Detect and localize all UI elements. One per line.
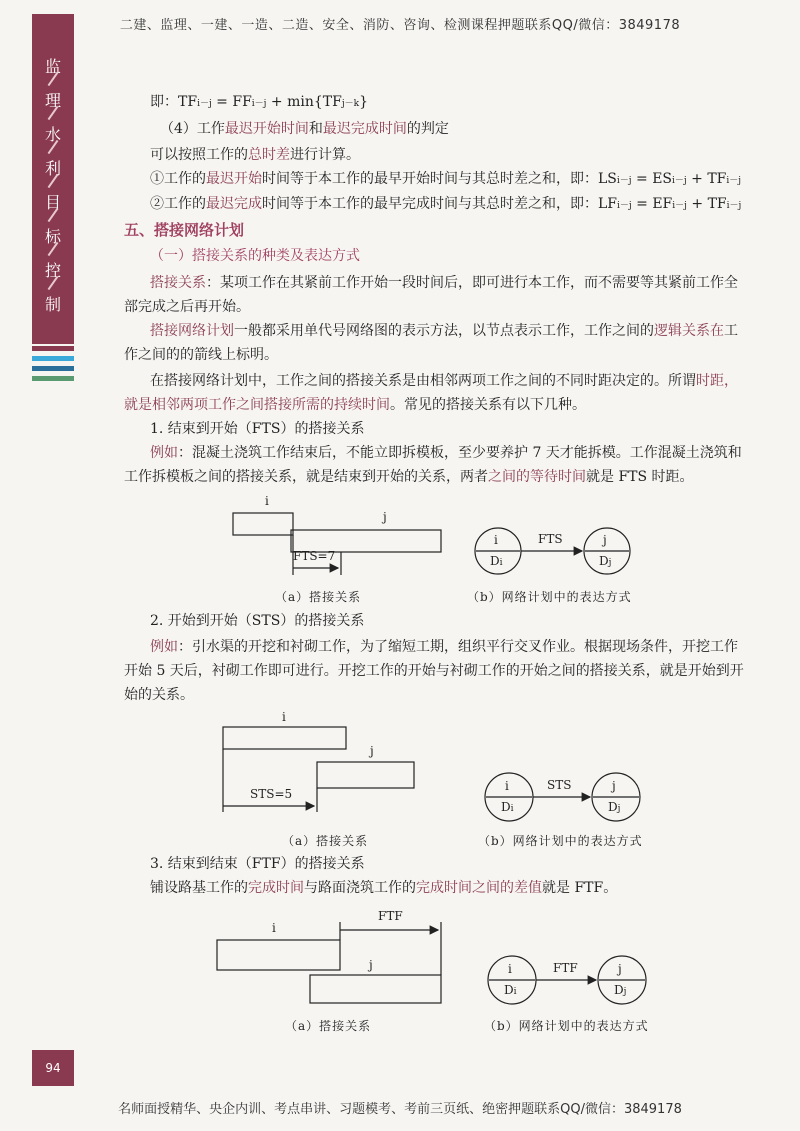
ftf-caption-a: （a）搭接关系 bbox=[285, 1019, 372, 1033]
ftf-node-j-name: j bbox=[618, 962, 622, 976]
fts-label-j: j bbox=[383, 510, 387, 524]
rule-2: ②工作的最迟完成时间等于本工作的最早完成时间与其总时差之和，即：LFi－j = EFi－j + TFi－j bbox=[150, 196, 742, 212]
sts-node-i-dur: Di bbox=[501, 800, 514, 814]
fts-node-j-dur: Dj bbox=[599, 554, 612, 568]
formula-tf: 即：TFi－j = FFi－j + min{TFj－k} bbox=[150, 94, 368, 110]
sts-title: 2. 开始到开始（STS）的搭接关系 bbox=[150, 613, 365, 629]
fts-title: 1. 结束到开始（FTS）的搭接关系 bbox=[150, 421, 365, 437]
section-5-title: 五、搭接网络计划 bbox=[124, 221, 245, 239]
subsection-1-title: （一）搭接关系的种类及表达方式 bbox=[150, 248, 360, 264]
sts-bar-j bbox=[317, 762, 414, 788]
para-total-float: 可以按照工作的总时差进行计算。 bbox=[150, 147, 360, 163]
def-lag-cont: 就是相邻两项工作之间搭接所需的持续时间。常见的搭接关系有以下几种。 bbox=[124, 397, 586, 413]
def-overlap-cont: 部完成之后再开始。 bbox=[124, 299, 250, 315]
sts-example: 例如：引水渠的开挖和衬砌工作，为了缩短工期，组织平行交叉作业。根据现场条件，开挖工作 bbox=[150, 639, 738, 655]
sidebar-char: 控 bbox=[44, 261, 61, 280]
ftf-title: 3. 结束到结束（FTF）的搭接关系 bbox=[150, 856, 365, 872]
para-4-heading: （4）工作最迟开始时间和最迟完成时间的判定 bbox=[160, 121, 449, 137]
sts-label-j: j bbox=[370, 744, 374, 758]
sts-bar-i bbox=[223, 727, 346, 749]
sts-caption-b: （b）网络计划中的表达方式 bbox=[478, 834, 643, 848]
def-network-cont: 作之间的的箭线上标明。 bbox=[124, 347, 278, 363]
sts-label-i: i bbox=[282, 710, 286, 724]
ftf-desc: 铺设路基工作的完成时间与路面浇筑工作的完成时间之间的差值就是 FTF。 bbox=[150, 880, 618, 896]
def-overlap: 搭接关系：某项工作在其紧前工作开始一段时间后，即可进行本工作，而不需要等其紧前工作全 bbox=[150, 275, 738, 291]
fts-caption-a: （a）搭接关系 bbox=[275, 590, 362, 604]
fts-example: 例如：混凝土浇筑工作结束后，不能立即拆模板，至少要养护 7 天才能拆模。工作混凝土浇筑和 bbox=[150, 445, 742, 461]
sidebar-char: 理 bbox=[44, 91, 61, 110]
ftf-bar-i bbox=[217, 940, 340, 970]
ftf-node-i-name: i bbox=[508, 962, 512, 976]
ftf-lag-label: FTF bbox=[378, 909, 403, 923]
sts-example-cont2: 始的关系。 bbox=[124, 687, 194, 703]
fts-arrow-label: FTS bbox=[538, 532, 563, 546]
page-footer: 名师面授精华、央企内训、考点串讲、习题模考、考前三页纸、绝密押题联系QQ/微信：3849178 bbox=[118, 1102, 682, 1117]
sidebar-char: 利 bbox=[44, 159, 61, 178]
fts-caption-b: （b）网络计划中的表达方式 bbox=[467, 590, 632, 604]
fts-lag-label: FTS=7 bbox=[293, 549, 336, 563]
sidebar-char: 标 bbox=[44, 227, 61, 246]
sts-caption-a: （a）搭接关系 bbox=[282, 834, 369, 848]
fts-example-cont: 工作拆模板之间的搭接关系，就是结束到开始的关系，两者之间的等待时间就是 FTS 时距。 bbox=[124, 469, 694, 485]
sts-example-cont: 开始 5 天后，衬砌工作即可进行。开挖工作的开始与衬砌工作的开始之间的搭接关系，就是开始到开 bbox=[124, 663, 744, 679]
page-number: 94 bbox=[32, 1050, 74, 1086]
ftf-label-i: i bbox=[272, 921, 276, 935]
sidebar-char: 监 bbox=[44, 57, 61, 76]
fts-node-i-name: i bbox=[494, 533, 498, 547]
sidebar-char: 水 bbox=[44, 125, 61, 144]
def-network: 搭接网络计划一般都采用单代号网络图的表示方法，以节点表示工作，工作之间的逻辑关系在工 bbox=[150, 323, 738, 339]
rule-1: ①工作的最迟开始时间等于本工作的最早开始时间与其总时差之和，即：LSi－j = ESi－j + TFi－j bbox=[150, 171, 742, 187]
sts-node-j-name: j bbox=[612, 779, 616, 793]
def-lag: 在搭接网络计划中，工作之间的搭接关系是由相邻两项工作之间的不同时距决定的。所谓时距， bbox=[150, 373, 738, 389]
ftf-arrow-label: FTF bbox=[553, 961, 578, 975]
ftf-bar-j bbox=[310, 975, 441, 1003]
fts-bar-i bbox=[233, 513, 293, 535]
sts-node-j-dur: Dj bbox=[608, 800, 621, 814]
sts-lag-label: STS=5 bbox=[250, 787, 293, 801]
fts-label-i: i bbox=[265, 494, 269, 508]
sidebar-char: 制 bbox=[44, 295, 61, 314]
ftf-label-j: j bbox=[369, 958, 373, 972]
ftf-node-j-dur: Dj bbox=[614, 983, 627, 997]
page-header: 二建、监理、一建、一造、二造、安全、消防、咨询、检测课程押题联系QQ/微信：3849178 bbox=[119, 18, 681, 33]
fts-node-j-name: j bbox=[603, 533, 607, 547]
sts-node-i-name: i bbox=[505, 779, 509, 793]
ftf-caption-b: （b）网络计划中的表达方式 bbox=[484, 1019, 649, 1033]
sidebar-char: 目 bbox=[44, 193, 61, 212]
fts-node-i-dur: Di bbox=[490, 554, 503, 568]
ftf-node-i-dur: Di bbox=[504, 983, 517, 997]
sts-arrow-label: STS bbox=[547, 778, 572, 792]
